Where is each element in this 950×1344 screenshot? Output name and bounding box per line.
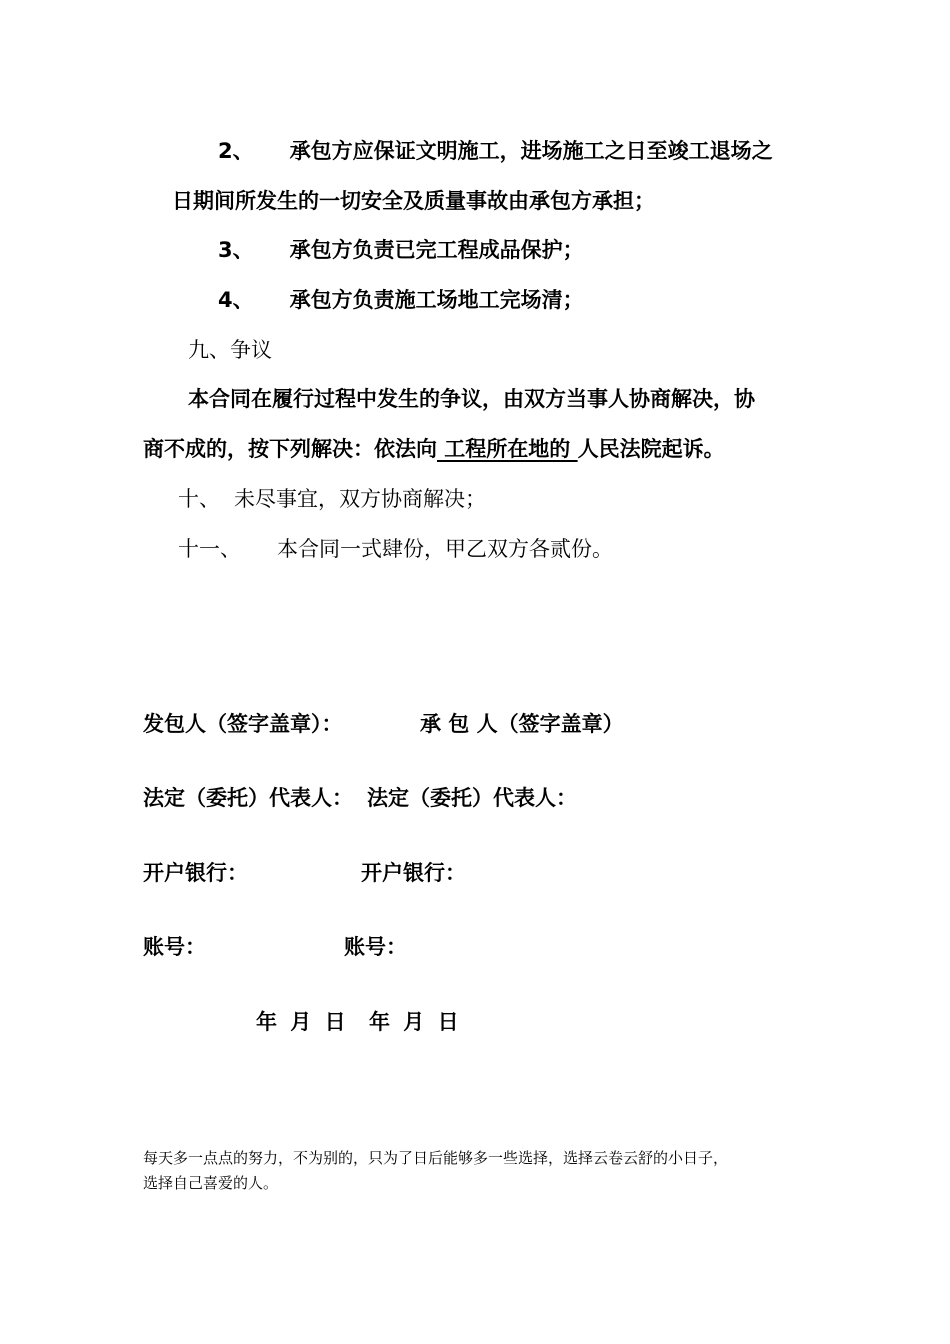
item-number: 3、 — [218, 238, 254, 262]
legal-rep-right: 法定（委托）代表人： — [367, 786, 577, 810]
section-9-heading: 九、争议 — [188, 338, 272, 362]
item-number: 4、 — [218, 288, 254, 312]
item-number: 2、 — [218, 139, 254, 163]
section-number: 十、 — [178, 487, 220, 511]
footer-quote-line2: 选择自己喜爱的人。 — [143, 1174, 279, 1192]
court-location-blank: 工程所在地的 — [437, 437, 578, 461]
contractor-signature-label: 承 包 人（签字盖章） — [420, 712, 624, 736]
bank-left: 开户银行： — [143, 861, 248, 885]
date-left: 年 月 日 — [256, 1010, 346, 1034]
section-10 — [178, 484, 486, 514]
paragraph-text: 商不成的，按下列解决：依法向 — [143, 437, 437, 461]
paragraph-text: 人民法院起诉。 — [577, 437, 725, 461]
legal-rep-left: 法定（委托）代表人： — [143, 786, 353, 810]
section-11 — [178, 534, 613, 564]
footer-quote-line1: 每天多一点点的努力，不为别的，只为了日后能够多一些选择，选择云卷云舒的小日子， — [143, 1149, 729, 1167]
section-9-paragraph-line1: 本合同在履行过程中发生的争议，由双方当事人协商解决，协 — [188, 387, 755, 411]
account-right: 账号： — [344, 935, 407, 959]
date-right: 年 月 日 — [369, 1010, 459, 1034]
item-text: 承包方应保证文明施工，进场施工之日至竣工退场之 — [289, 139, 773, 163]
employer-signature-label: 发包人（签字盖章）： — [143, 712, 343, 736]
section-text: 本合同一式肆份，甲乙双方各贰份。 — [277, 537, 613, 561]
section-9-paragraph-line2 — [143, 434, 725, 464]
item-text: 承包方负责已完工程成品保护； — [289, 238, 584, 262]
section-number: 十一、 — [178, 537, 241, 561]
section-text: 未尽事宜，双方协商解决； — [234, 487, 486, 511]
bank-right: 开户银行： — [361, 861, 466, 885]
item-2 — [218, 136, 773, 166]
item-2-continuation: 日期间所发生的一切安全及质量事故由承包方承担； — [172, 189, 655, 213]
item-3 — [218, 235, 584, 265]
account-left: 账号： — [143, 935, 206, 959]
item-text: 承包方负责施工场地工完场清； — [289, 288, 584, 312]
item-4 — [218, 285, 584, 315]
